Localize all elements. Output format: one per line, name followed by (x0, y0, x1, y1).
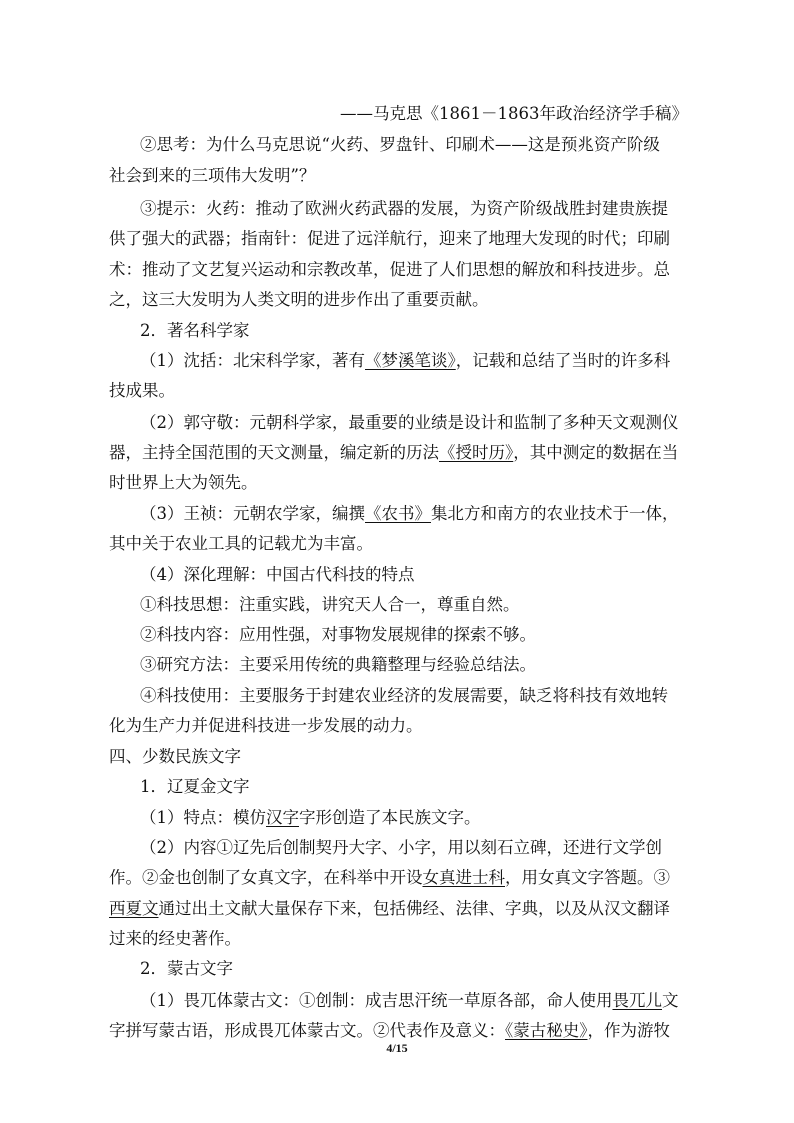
question-line: 社会到来的三项伟大发明”？ (109, 166, 316, 185)
paragraph-line: （1）沈括：北宋科学家，著有《梦溪笔谈》，记载和总结了当时的许多科 (140, 351, 671, 370)
question-line: ②思考：为什么马克思说“火药、罗盘针、印刷术——这是预兆资产阶级 (140, 135, 660, 154)
paragraph-line: 西夏文通过出土文献大量保存下来，包括佛经、法律、字典，以及从汉文翻译 (109, 899, 670, 918)
hint-line: 术：推动了文艺复兴运动和宗教改革，促进了人们思想的解放和科技进步。总 (109, 260, 670, 279)
paragraph-line: （4）深化理解：中国古代科技的特点 (140, 565, 415, 584)
section-heading: 1．辽夏金文字 (140, 777, 250, 796)
section-heading: 四、少数民族文字 (109, 747, 241, 766)
paragraph-line: （2）内容①辽先后创制契丹大字、小字，用以刻石立碑，还进行文学创 (140, 838, 662, 857)
page-number: 4/15 (386, 1041, 408, 1055)
section-heading: 2．著名科学家 (140, 321, 250, 340)
underlined-term: 女真进士科 (422, 868, 505, 887)
paragraph-line: 器，主持全国范围的天文测量，编定新的历法《授时历》，其中测定的数据在当 (109, 443, 679, 462)
underlined-term: 畏兀儿 (612, 991, 662, 1010)
paragraph-line: 技成果。 (109, 381, 175, 400)
book-title: 《蒙古秘史》 (505, 1021, 588, 1040)
feature-line: ①科技思想：注重实践，讲究天人合一，尊重自然。 (140, 595, 520, 614)
section-heading: 2．蒙古文字 (140, 959, 233, 978)
paragraph-line: 时世界上大为领先。 (109, 473, 258, 492)
paragraph-line: （2）郭守敬：元朝科学家，最重要的业绩是设计和监制了多种天文观测仪 (140, 413, 679, 432)
paragraph-line: （1）畏兀体蒙古文：①创制：成吉思汗统一草原各部，命人使用畏兀儿文 (140, 991, 679, 1010)
book-title: 《农书》 (365, 504, 431, 523)
paragraph-line: 字拼写蒙古语，形成畏兀体蒙古文。②代表作及意义：《蒙古秘史》，作为游牧 (109, 1021, 670, 1040)
book-title: 《授时历》 (439, 443, 514, 462)
hint-line: 之，这三大发明为人类文明的进步作出了重要贡献。 (109, 290, 489, 309)
feature-line: ③研究方法：主要采用传统的典籍整理与经验总结法。 (140, 655, 536, 674)
underlined-term: 西夏文 (109, 899, 159, 918)
paragraph-line: 作。②金也创制了女真文字，在科举中开设女真进士科，用女真文字答题。③ (109, 868, 670, 887)
paragraph-line: （3）王祯：元朝农学家，编撰《农书》集北方和南方的农业技术于一体， (140, 504, 679, 523)
book-title: 《梦溪笔谈》 (365, 351, 456, 370)
feature-line: 化为生产力并促进科技进一步发展的动力。 (109, 716, 423, 735)
paragraph-line: 过来的经史著作。 (109, 929, 241, 948)
feature-line: ②科技内容：应用性强，对事物发展规律的探索不够。 (140, 625, 536, 644)
feature-line: ④科技使用：主要服务于封建农业经济的发展需要，缺乏将科技有效地转 (140, 686, 668, 705)
citation: ——马克思《1861－1863年政治经济学手稿》 (340, 104, 688, 123)
underlined-term: 汉字 (266, 808, 299, 827)
paragraph-line: （1）特点：模仿汉字字形创造了本民族文字。 (140, 808, 481, 827)
hint-line: 供了强大的武器；指南针：促进了远洋航行，迎来了地理大发现的时代；印刷 (109, 229, 670, 248)
hint-line: ③提示：火药：推动了欧洲火药武器的发展，为资产阶级战胜封建贵族提 (140, 199, 668, 218)
paragraph-line: 其中关于农业工具的记载尤为丰富。 (109, 534, 373, 553)
